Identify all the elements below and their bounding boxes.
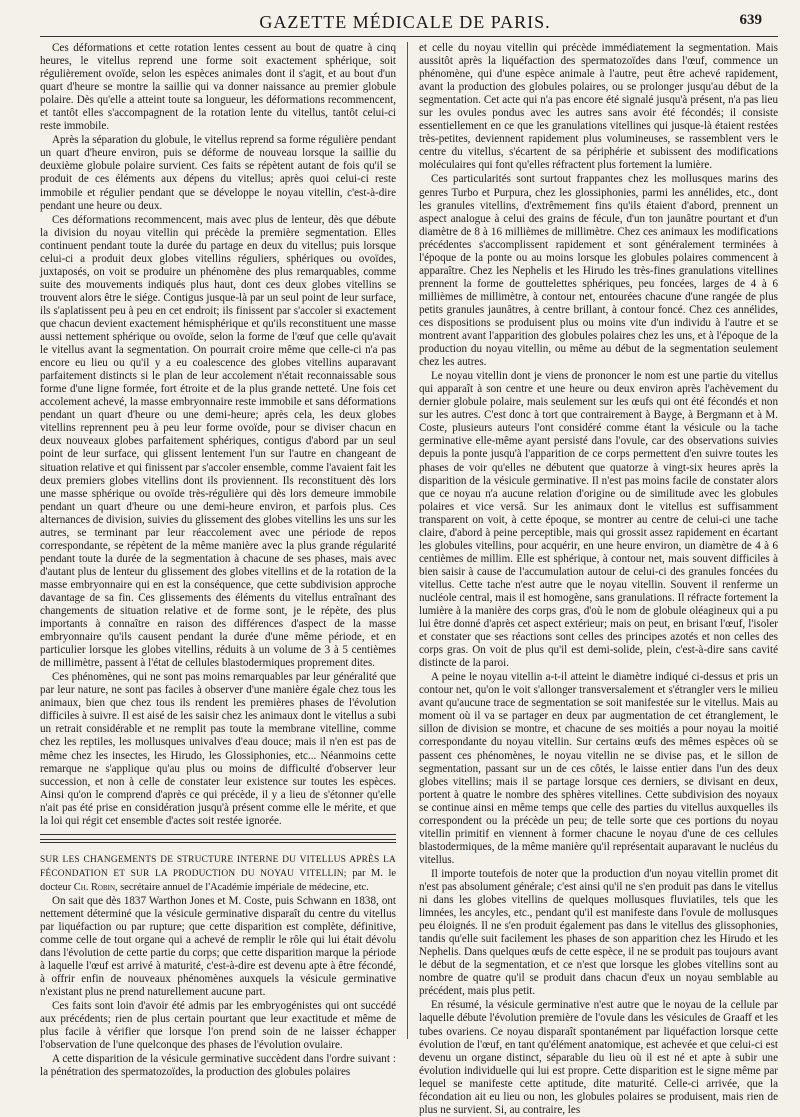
paragraph: Ces déformations et cette rotation lentes cessent au bout de quatre à cinq heures, le vitellus reprend une forme soit exactement sphérique, soit régulièrement ovoïde, selon les espèces animales dont il s'agit, et au bout d'un quart d'heure se montre la saillie qui va donner naissance au premier globule polaire. Dès qu'elle a atteint toute sa longueur, les déformations recommencent, et tantôt elles s'accompagnent de la rotation lente du vitellus, tantôt celui-ci reste immobile.: [40, 42, 396, 133]
right-column: [419, 42, 778, 1116]
header-rule: [40, 36, 778, 37]
paragraph: On sait que dès 1837 Warthon Jones et M. Coste, puis Schwann en 1838, ont nettement déterminé que la vésicule germinative disparaît du centre du vitellus par liquéfaction ou par rupture; que cette disparition est complète, définitive, comme celle de tout organe qui a achevé de remplir le rôle qui lui était dévolu dans l'évolution de cette partie du corps; que cette disparition marque la période à laquelle l'œuf est arrivé à maturité, c'est-à-dire est devenu apte à être fécondé, à offrir enfin de nouveaux phénomènes auxquels la vésicule germinative n'existant plus ne prend naturellement aucune part.: [40, 894, 396, 999]
section-rule: [40, 834, 396, 835]
column-divider: [407, 42, 408, 1039]
paragraph: Ces particularités sont surtout frappantes chez les mollusques marins des genres Turbo et Purpura, chez les glossiphonies, parmi les annélides, etc., dont les granules vitellins, d'extrêmement fins qu'ils étaient d'abord, prennent un aspect analogue à celui des grains de fécule, d'un ton jaunâtre pourtant et d'un diamètre de 8 à 16 millièmes de millimètre. Chez ces animaux les modifications précédentes s'accomplissent rapidement et sont généralement terminées à l'époque de la ponte ou au moins lorsque les globules polaires commencent à apparaître. Chez les Nephelis et les Hirudo les très-fines granulations vitellines prennent la forme de gouttelettes sphériques, peu foncées, larges de 4 à 6 millièmes de millimètre, à contour net, entourées chacune d'une rangée de plus petits granules jaunâtres, à centre brillant, à contour foncé. Chez ces annélides, ces dispositions se produisent plus ou moins vite d'un individu à l'autre et se montrent avant l'apparition des globules polaires chez les uns, et à l'époque de la production du noyau vitellin, ou même au début de la segmentation seulement chez les autres.: [419, 173, 778, 369]
paragraph: Le noyau vitellin dont je viens de prononcer le nom est une partie du vitellus qui apparaît à son centre et une heure ou deux environ après l'achèvement du dernier globule polaire, mais seulement sur les œufs qui ont été fécondés et non sur les autres. C'est donc à tort que contrairement à Bayge, à Bergmann et à M. Coste, plusieurs auteurs l'ont considéré comme étant la vésicule ou la tache germinative elle-même ayant persisté dans l'ovule, car des observations suivies depuis la ponte jusqu'à l'apparition de ce corps permettent d'en suivre toutes les phases de voir qu'elles ne débutent que quatorze à vingt-six heures après la disparition de la vésicule germinative. Il n'est pas moins facile de constater alors que ce noyau n'a aucune relation d'origine ou de similitude avec les globules polaires et vice versâ. Sur les animaux dont le vitellus est suffisamment transparent on voit, à cette époque, se montrer au centre de celui-ci une tache claire, d'abord à peine perceptible, mais qui grossit assez rapidement en écartant les globules vitellins, pour acquérir, en une heure environ, un diamètre de 4 à 6 centièmes de millim. Elle est sphérique, à contour net, mais souvent difficiles à bien saisir à cause de l'accumulation autour de celui-ci des granules foncées du vitellus. Cette tache n'est autre que le noyau vitellin. Souvent il renferme un nucléole central, mais il est homogène, sans granulations. Il réfracte fortement la lumière à la manière des corps gras, d'où le nom de globule oléagineux qui a pu lui être donné d'après cet aspect extérieur; mais on peut, en brisant l'œuf, l'isoler et constater que ses réactions sont celles des principes azotés et non celles des corps gras. On voit de plus qu'il est demi-solide, plein, c'est-à-dire sans cavité distincte de la paroi.: [419, 370, 778, 670]
paragraph: En résumé, la vésicule germinative n'est autre que le noyau de la cellule par laquelle débute l'évolution première de l'ovule dans les vésicules de Graaff et les tubes ovariens. Ce noyau disparaît spontanément par liquéfaction lorsque cette évolution de l'œuf, en tant qu'élément anatomique, est achevée et que celui-ci est devenu un organe distinct, séparable du lieu où il est né et apte à subir une évolution individuelle qui lui est propre. Cette disparition est le signe même par lequel se manifeste cette aptitude, dite maturité. Celle-ci arrivée, que la fécondation ait eu lieu ou non, les globules polaires se produisent, mais rien de plus ne survient. Si, au contraire, les: [419, 999, 778, 1116]
article-title: SUR LES CHANGEMENTS DE STRUCTURE INTERNE DU VITELLUS APRÈS LA FÉCONDATION ET SUR LA PRODUCTION DU NOYAU VITELLIN;: [40, 854, 396, 879]
left-column: [40, 42, 396, 1079]
article-heading: [40, 853, 396, 894]
paragraph: Ces phénomènes, qui ne sont pas moins remarquables par leur généralité que par leur nature, ne sont pas faciles à observer d'une manière égale chez tous les animaux, bien que chez tous ils rendent les premières phases de l'évolution difficiles à suivre. Il est aisé de les saisir chez les animaux dont le vitellus a subi un retrait considérable et ne remplit pas toute la membrane vitelline, comme chez les reptiles, les mollusques univalves d'eau douce; mais il n'en est pas de même chez les insectes, les Hirudo, les Glossiphonies, etc... Néanmoins cette remarque ne s'applique qu'au plus ou moins de difficulté d'observer leur succession, et non à celle de constater leur existence sur toutes les espèces. Ainsi qu'on le comprend d'après ce qui précède, il y a lieu de s'étonner qu'elle n'ait pas été prise en considération jusqu'à présent comme elle le mérite, et que la loi qui régit cet ensemble d'actes soit restée ignorée.: [40, 671, 396, 827]
text-columns: [40, 42, 778, 1116]
article-author: Ch. Robin,: [73, 881, 118, 893]
paragraph: A peine le noyau vitellin a-t-il atteint le diamètre indiqué ci-dessus et pris un contour net, qu'on le voit s'allonger transversalement et s'étrangler vers le milieu avant qu'aucune trace de segmentation se soit manifestée sur le vitellus. Mais au moment où il va se partager en deux par augmentation de cet étranglement, le sillon de division se montre, et chacune de ses moitiés a pour noyau la moitié correspondante du noyau vitellin. Sur certains œufs des mêmes espèces où se passent ces phénomènes, le noyau vitellin ne se divise pas, et le sillon de segmentation, passant sur un de ces côtés, le laisse entier dans l'un des deux globes vitellins; mais il se partage lorsque ces derniers, se divisant en deux, portent à quatre le nombre des sphères vitellines. Cette subdivision des noyaux se continue ainsi en même temps que celle des parties du vitellus auxquelles ils correspondent ou la précède un peu; de telle sorte que ces portions du noyau vitellin primitif en viennent à former chacune le noyau d'une de ces cellules blastodermiques, de la même manière qu'il représentait auparavant le nucléus du vitellus.: [419, 671, 778, 866]
article-byline-post: secrétaire annuel de l'Académie impériale de médecine, etc.: [120, 881, 369, 893]
paragraph: Après la séparation du globule, le vitellus reprend sa forme régulière pendant un quart d'heure environ, puis se déforme de nouveau lorsque la saillie du deuxième globule polaire survient. Ces faits se répètent autant de fois qu'il se produit de ces éléments aux dépens du vitellus; après quoi celui-ci reste immobile et régulier pendant que se développe le noyau vitellin, c'est-à-dire pendant une heure ou deux.: [40, 134, 396, 212]
paragraph: A cette disparition de la vésicule germinative succèdent dans l'ordre suivant : la pénétration des spermatozoïdes, la production des globules polaires: [40, 1053, 396, 1079]
running-title: GAZETTE MÉDICALE DE PARIS.: [259, 12, 551, 32]
paragraph: Il importe toutefois de noter que la production d'un noyau vitellin promet dit n'est pas absolument générale; c'est ainsi qu'il ne s'en produit pas dans le vitellus ni dans les globes vitellins de quelques mollusques fluviatiles, tels que les limnées, les ancyles, etc., pendant qu'il est manifeste dans l'ovule de mollusques peu éloignés. Il ne s'en produit également pas dans le vitellus des glissophonies, tandis qu'elle suit facilement les phases de son apparition chez les Hirudo et les Nephelis. Dans quelques œufs de cette espèce, il ne se produit pas toujours avant le début de la segmentation, et ce n'est que lorsque les globes vitellins sont au nombre de quatre qu'il se produit dans chacun d'eux un noyau semblable au précédent, mais plus petit.: [419, 867, 778, 998]
article-byline-pre: par M. le docteur: [40, 867, 396, 893]
paragraph: et celle du noyau vitellin qui précède immédiatement la segmentation. Mais aussitôt après la liquéfaction des spermatozoïdes dans l'œuf, commence un phénomène, qui d'une espèce animale à l'autre, peut être achevé rapidement, avant la production des globules polaires, ou se prolonger jusqu'au début de la segmentation. Cet acte qui n'a pas encore été signalé jusqu'à présent, n'a pas lieu sur les ovules pondus avec les autres sans avoir été fécondés; il consiste essentiellement en ce que les granulations vitellines qui jusque-là étaient restées très-petites, deviennent rapidement plus volumineuses, se rassemblent vers le centre du vitellus, s'écartent de sa périphérie et subissent des modifications moléculaires qui font qu'elles réfractent plus fortement la lumière.: [419, 42, 778, 172]
paragraph: Ces déformations recommencent, mais avec plus de lenteur, dès que débute la division du noyau vitellin qui précède la première segmentation. Elles continuent pendant toute la durée du partage en deux du vitellus; puis lorsque celui-ci a produit deux globes vitellins réguliers, sphériques ou ovoïdes, juxtaposés, on voit se produire un phénomène des plus remarquables, comme suite des mouvements indiqués plus haut, dont ces deux globes vitellins se trouvent alors être le siége. Contigus jusque-là par un seul point de leur surface, ils s'aplatissent peu à peu en cet endroit; ils finissent par s'accoler si exactement que chacun devient exactement hémisphérique et qu'ils reconstituent une masse aussi nettement sphérique ou ovoïde, selon la forme de l'œuf que celle qu'avait le vitellus avant la segmentation. On pourrait croire même que celle-ci n'a pas encore eu lieu ou qu'il y a eu coalescence des globes vitellins auparavant parfaitement distincts si le plan de leur accolement n'était reconnaissable sous forme d'une ligne formée, fort étroite et de la plus grande netteté. Une fois cet accolement achevé, la masse embryonnaire reste immobile et sans déformations pendant un quart d'heure ou une demi-heure; après cela, les deux globes vitellins reprennent peu à peu leur forme ovoïde, pour se diviser chacun en deux nouveaux globes parfaitement sphériques, contigus d'abord par un seul point de leur surface, qui glissent lentement l'un sur l'autre en changeant de situation relative et qui finissent par s'accoler ensemble, comme l'avaient fait les deux premiers globes vitellins dont ils proviennent. Ils reconstituent dès lors une masse sphérique ou ovoïde très-régulière qui dès lors demeure immobile pendant un quart d'heure ou une demi-heure environ, et parfois plus. Ces alternances de division, suivies du glissement des globes vitellins les uns sur les autres, se terminant par leur réaccolement avec une période de repos correspondante, se répètent de la même manière avec la plus grande régularité pendant toute la durée de la segmentation à chacune de ses phases, mais avec d'autant plus de lenteur du glissement des globes vitellins et de la rotation de la masse embryonnaire qui en est la conséquence, que cette subdivision approche davantage de sa fin. Ces glissements des éléments du vitellus entraînant des changements de situation relative et de forme sont, je le répète, des plus importants à connaître en raison des différences d'aspect de la masse embryonnaire qu'ils causent pendant la durée d'une même période, et en particulier lorsque les globes vitellins, réduits à un volume de 3 à 5 centièmes de millimètre, passent à l'état de cellules blastodermiques proprement dites.: [40, 213, 396, 670]
page-header: [30, 10, 780, 36]
paragraph: Ces faits sont loin d'avoir été admis par les embryogénistes qui ont succédé aux précédents; rien de plus certain pourtant que leur exactitude et même de plus facile à vérifier que lorsque l'on prend soin de ne laisser échapper l'observation de l'une quelconque des phases de l'évolution ovulaire.: [40, 1000, 396, 1052]
page-number: 639: [739, 12, 762, 28]
section-double-rule: [40, 839, 396, 843]
